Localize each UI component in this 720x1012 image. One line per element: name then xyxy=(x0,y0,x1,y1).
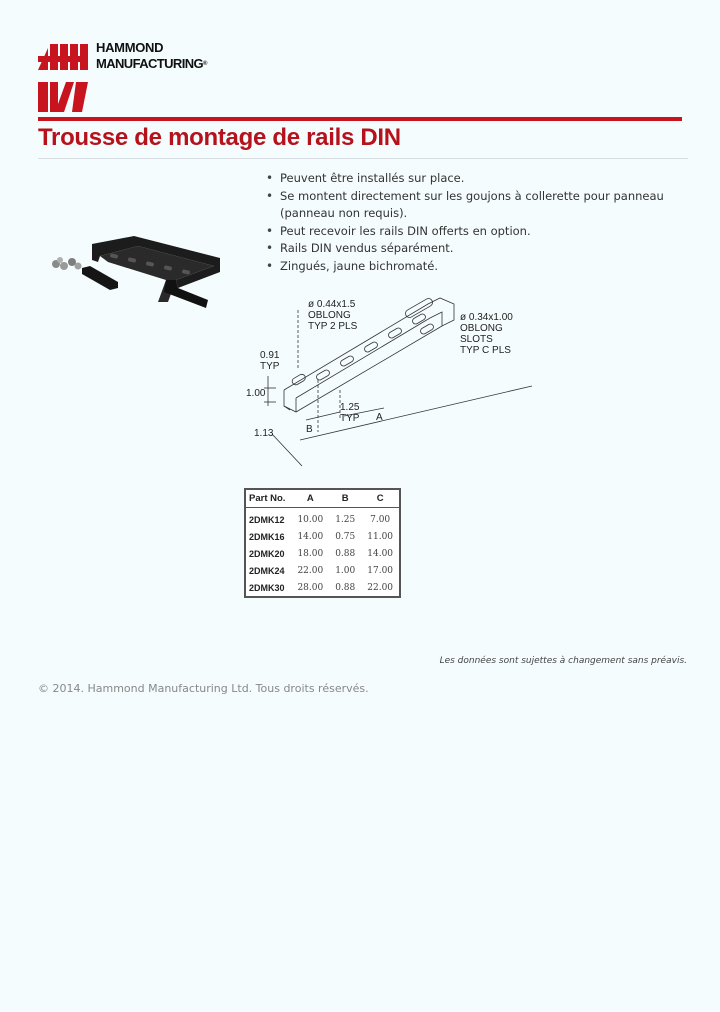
label-oblong-right-3: SLOTS xyxy=(460,334,493,345)
label-dim-a: A xyxy=(376,412,383,423)
label-dim-typ: TYP xyxy=(260,361,280,372)
list-item: • Se montent directement sur les goujons à collerette pour panneau xyxy=(262,188,664,206)
list-item: • Peuvent être installés sur place. xyxy=(262,170,664,188)
cell-a: 22.00 xyxy=(297,565,324,576)
col-header-part: Part No. xyxy=(245,489,291,508)
label-oblong-right-4: TYP C PLS xyxy=(460,345,511,356)
cell-c: 7.00 xyxy=(370,514,391,525)
cell-part: 2DMK20 xyxy=(249,548,285,559)
col-header-b: B xyxy=(329,489,361,508)
cell-c: 14.00 xyxy=(367,548,394,559)
label-dim-113: 1.13 xyxy=(254,428,274,439)
copyright-text: © 2014. Hammond Manufacturing Ltd. Tous droits réservés. xyxy=(38,682,369,695)
label-dim-091: 0.91 xyxy=(260,350,280,361)
cell-b: 0.88 xyxy=(335,582,356,593)
cell-b: 0.88 xyxy=(335,548,356,559)
label-oblong-top-2: OBLONG xyxy=(308,310,351,321)
table-row xyxy=(245,528,400,545)
cell-b: 1.25 xyxy=(335,514,356,525)
table-row xyxy=(245,508,400,529)
table-row xyxy=(245,545,400,562)
cell-b: 1.00 xyxy=(335,565,356,576)
cell-part: 2DMK12 xyxy=(249,514,285,525)
feature-list xyxy=(262,170,664,275)
parts-table xyxy=(244,488,401,598)
cell-c: 22.00 xyxy=(367,582,394,593)
label-dim-125: 1.25 xyxy=(340,402,360,413)
cell-c: 11.00 xyxy=(367,531,394,542)
col-header-c: C xyxy=(361,489,400,508)
brand-line2: MANUFACTURING xyxy=(96,56,204,71)
din-rail-kit-image xyxy=(48,232,226,312)
label-oblong-right-1: ø 0.34x1.00 xyxy=(460,312,513,323)
cell-a: 14.00 xyxy=(297,531,324,542)
table-row xyxy=(245,562,400,579)
table-row xyxy=(245,579,400,597)
registered-mark: ® xyxy=(203,61,207,67)
list-item: • Peut recevoir les rails DIN offerts en option. xyxy=(262,223,664,241)
cell-part: 2DMK16 xyxy=(249,531,285,542)
table-header-row xyxy=(245,489,400,508)
brand-name xyxy=(96,40,207,72)
label-oblong-right-2: OBLONG xyxy=(460,323,503,334)
label-oblong-top-3: TYP 2 PLS xyxy=(308,321,358,332)
label-dim-b: B xyxy=(306,424,313,435)
list-item: • Rails DIN vendus séparément. xyxy=(262,240,664,258)
header-rule xyxy=(38,117,682,121)
cell-part: 2DMK30 xyxy=(249,582,285,593)
list-item: (panneau non requis). xyxy=(280,206,408,220)
cell-a: 10.00 xyxy=(297,514,324,525)
cell-b: 0.75 xyxy=(335,531,356,542)
hammond-logo-icon xyxy=(38,42,88,112)
brand-line1: HAMMOND xyxy=(96,40,164,55)
col-header-a: A xyxy=(291,489,329,508)
list-item: • Zingués, jaune bichromaté. xyxy=(262,258,664,276)
label-dim-100: 1.00 xyxy=(246,388,266,399)
cell-c: 17.00 xyxy=(367,565,394,576)
dimension-drawing xyxy=(244,290,544,470)
cell-part: 2DMK24 xyxy=(249,565,285,576)
disclaimer-text: Les données sont sujettes à changement sans préavis. xyxy=(439,656,687,666)
cell-a: 18.00 xyxy=(297,548,324,559)
cell-a: 28.00 xyxy=(297,582,324,593)
label-oblong-top-1: ø 0.44x1.5 xyxy=(308,299,356,310)
label-dim-125-typ: TYP xyxy=(340,413,360,424)
page-title: Trousse de montage de rails DIN xyxy=(38,124,401,151)
title-divider xyxy=(38,158,688,159)
